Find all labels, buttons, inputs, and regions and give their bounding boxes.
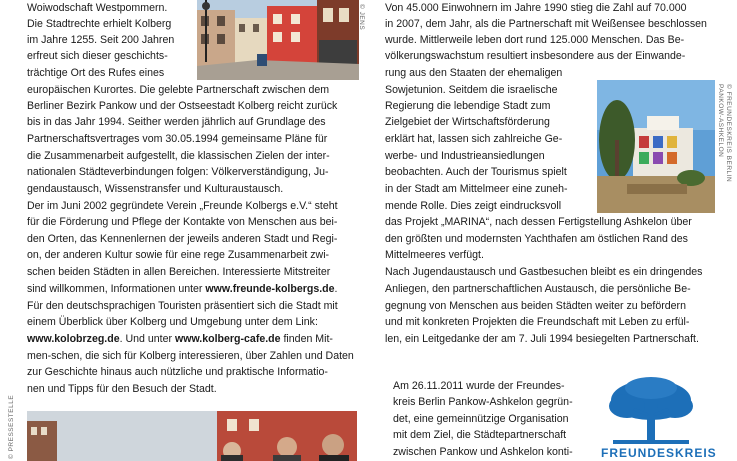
credit-line: PANKOW-ASHKELON — [717, 84, 724, 158]
text-line: kreis Berlin Pankow-Ashkelon gegrün- — [393, 396, 573, 408]
text-line: und mit konkreten Projekten die Freundschaft mit Leben zu erfül- — [385, 316, 690, 328]
text-line: gegnung von Menschen aus beiden Städten weiter zu befördern — [385, 300, 686, 312]
text-line: gendaustausch, Wissenstransfer und Kulturaustausch. — [27, 183, 284, 195]
text-line: wurde. Mittlerweile leben dort rund 125.000 Menschen. Das Be- — [385, 34, 685, 46]
freunde-kolbergs-link[interactable]: www.freunde-kolbergs.de — [205, 283, 335, 295]
text-span: sind willkommen, Informationen unter — [27, 283, 206, 295]
text-span: . Und unter — [119, 333, 175, 345]
text-span: Die gelebte Partnerschaft zwischen dem — [136, 84, 330, 96]
text-line: len, ein Leitgedanke der am 7. Juli 1994 besiegelten Partnerschaft. — [385, 333, 699, 345]
text-span: . — [334, 283, 338, 295]
photo-credit-bottom: © PRESSESTELLE — [8, 394, 15, 459]
text-line: das Projekt „MARINA“, nach dessen Fertigstellung Ashkelon über — [385, 216, 692, 228]
text-line: Anliegen, den partnerschaftlichen Austausch, die persönliche Be- — [385, 283, 691, 295]
text-line: rung aus den Staaten der ehemaligen — [385, 67, 563, 79]
text-line: nationalen Städteverbindungen folgen: Völkerverständigung, Ju- — [27, 166, 329, 178]
text-line: Zielgebiet der Wirtschaftsförderung — [385, 116, 550, 128]
text-line: Der im Juni 2002 gegründete Verein „Freunde Kolbergs e.V.“ steht — [27, 200, 338, 212]
text-line: Die Stadtrechte erhielt Kolberg — [27, 18, 172, 30]
text-line: die Zusammenarbeit aufgestellt, die klassischen Zielen der inter- — [27, 150, 330, 162]
text-line: schen beiden Städten in allen Bereichen. Interessierte Mitstreiter — [27, 266, 331, 278]
text-line: Am 26.11.2011 wurde der Freundes- — [393, 380, 565, 392]
kolberg-street-photo — [197, 0, 359, 80]
text-line: Partnerschaftsvertrages vom 30.05.1994 gemeinsame Pläne für — [27, 133, 328, 145]
text-line: det, eine gemeinnützige Organisation — [393, 413, 569, 425]
text-line: bis in das Jahr 1994. Seither werden jährlich auf Grundlage des — [27, 116, 326, 128]
text-line: völkerungswachstum resultiert insbesondere aus der Einwande- — [385, 50, 686, 62]
text-line: Für den deutschsprachigen Touristen präsentiert sich die Stadt mit — [27, 300, 338, 312]
photo-credit-top: © JENS — [358, 4, 365, 31]
text-line: in 2007, dem Jahr, als die Partnerschaft mit Weißensee beschlossen — [385, 18, 707, 30]
text-line: den Orten, das Kennenlernen der jeweils anderen Stadt und Regi- — [27, 233, 338, 245]
text-line: on, der anderen Kultur sowie für eine rege Zusammenarbeit zwi- — [27, 249, 330, 261]
text-line: trächtige Ort des Rufes eines — [27, 67, 165, 79]
text-line: mit dem Ziel, die Städtepartnerschaft — [393, 429, 567, 441]
text-line: Regierung die lebendige Stadt zum — [385, 100, 551, 112]
photo-credit-right — [725, 84, 732, 182]
text-line: Sowjetunion. Seitdem die israelische — [385, 84, 558, 96]
kolobrzeg-link[interactable]: www.kolobrzeg.de — [27, 333, 120, 345]
logo-text: FREUNDESKREIS — [601, 446, 717, 460]
text-line: erklärt hat, lassen sich zahlreiche Ge- — [385, 133, 563, 145]
text-line: den größten und modernsten Yachthafen am östlichen Rand des — [385, 233, 688, 245]
kolberg-cafe-link[interactable]: www.kolberg-cafe.de — [174, 333, 281, 345]
text-line: Berliner Bezirk Pankow und der Ostseestadt Kolberg reicht zurück — [27, 100, 338, 112]
text-span: finden Mit- — [280, 333, 333, 345]
people-illustration — [27, 411, 357, 461]
text-line: in der Stadt am Mittelmeer eine zuneh- — [385, 183, 568, 195]
text-line: Von 45.000 Einwohnern im Jahre 1990 stieg die Zahl auf 70.000 — [385, 2, 687, 14]
people-photo — [27, 411, 357, 461]
text-line — [27, 333, 333, 346]
text-line: für die Förderung und Pflege der Kontakte von Menschen aus bei- — [27, 216, 338, 228]
text-line — [27, 283, 337, 296]
photo-credit-right-2 — [717, 84, 724, 157]
freundeskreis-logo — [601, 376, 717, 461]
text-line: Nach Jugendaustausch und Gastbesuchen bleibt es ein dringendes — [385, 266, 703, 278]
text-line: Woiwodschaft Westpommern. — [27, 2, 168, 14]
text-line: men-schen, die sich für Kolberg interessieren, über Zahlen und Daten — [27, 350, 354, 362]
text-line: erfreut sich dieser geschichts- — [27, 50, 168, 62]
credit-line: © FREUNDESKREIS BERLIN — [725, 84, 732, 183]
ashkelon-photo — [597, 80, 715, 213]
text-line: zur Geschichte hinaus auch nützliche und praktische Informatio- — [27, 366, 328, 378]
text-line: werbe- und Industrieansiedlungen — [385, 150, 545, 162]
text-line — [27, 84, 329, 97]
text-line: einem Überblick über Kolberg und Umgebung unter dem Link: — [27, 316, 318, 328]
text-span: europäischen Kurortes. — [27, 84, 137, 96]
street-scene-illustration — [197, 0, 359, 80]
text-line: mende Rolle. Dies zeigt eindrucksvoll — [385, 200, 562, 212]
tree-logo-icon — [603, 376, 699, 448]
ashkelon-illustration — [597, 80, 715, 213]
text-line: zwischen Pankow und Ashkelon konti- — [393, 446, 573, 458]
text-line: Mittelmeeres verfügt. — [385, 249, 484, 261]
text-line: nen und Tipps für den Besuch der Stadt. — [27, 383, 217, 395]
text-line: im Jahre 1255. Seit 200 Jahren — [27, 34, 175, 46]
text-line: beobachten. Auch der Tourismus spielt — [385, 166, 567, 178]
